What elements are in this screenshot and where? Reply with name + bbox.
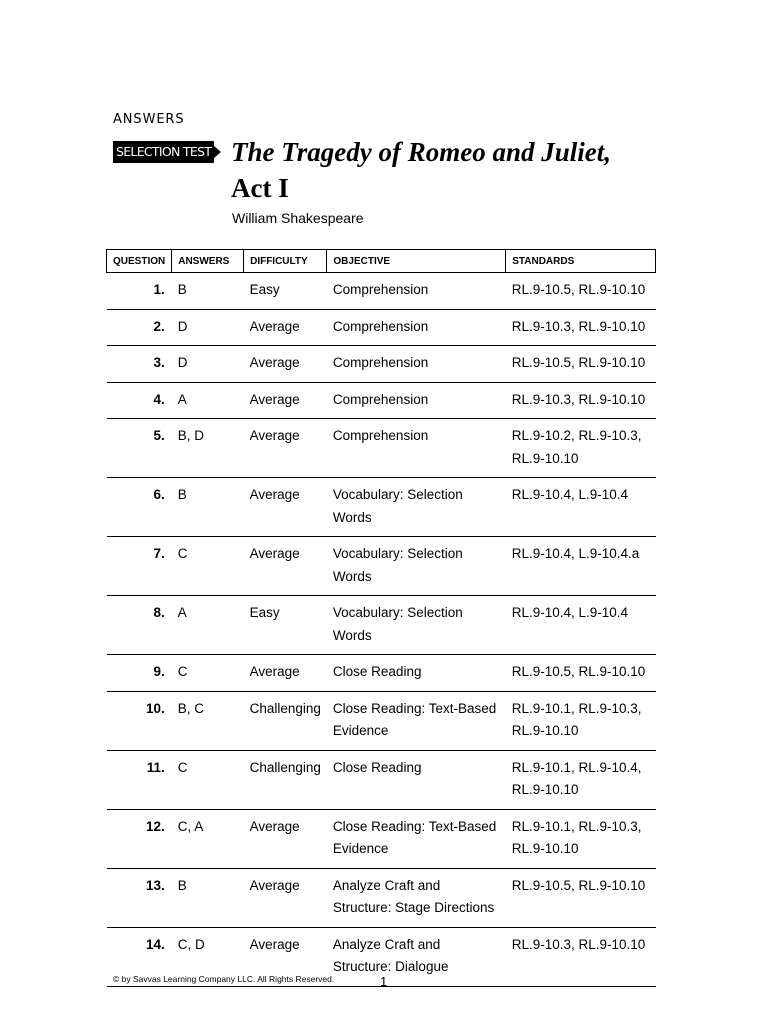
table-row — [107, 537, 656, 596]
answer-cell: B, D — [172, 419, 244, 478]
column-header-objective: OBJECTIVE — [327, 250, 506, 273]
objective-cell: Vocabulary: Selection Words — [327, 596, 506, 655]
table-row — [107, 273, 656, 310]
answer-cell: C — [172, 655, 244, 692]
answers-label: ANSWERS — [113, 112, 185, 127]
question-number: 9. — [107, 655, 172, 692]
page-title — [231, 134, 661, 206]
question-number: 4. — [107, 382, 172, 419]
standards-cell: RL.9-10.5, RL.9-10.10 — [506, 273, 656, 310]
column-header-difficulty: DIFFICULTY — [244, 250, 327, 273]
table-row — [107, 346, 656, 383]
difficulty-cell: Average — [244, 809, 327, 868]
difficulty-cell: Average — [244, 655, 327, 692]
answer-cell: A — [172, 382, 244, 419]
column-header-standards: STANDARDS — [506, 250, 656, 273]
difficulty-cell: Average — [244, 537, 327, 596]
answer-cell: C, D — [172, 927, 244, 986]
copyright-notice: © by Savvas Learning Company LLC. All Rights Reserved. — [113, 974, 335, 984]
column-header-answers: ANSWERS — [172, 250, 244, 273]
table-row — [107, 655, 656, 692]
standards-cell: RL.9-10.4, L.9-10.4 — [506, 596, 656, 655]
table-row — [107, 750, 656, 809]
difficulty-cell: Average — [244, 478, 327, 537]
table-row — [107, 478, 656, 537]
question-number: 12. — [107, 809, 172, 868]
question-number: 13. — [107, 868, 172, 927]
difficulty-cell: Average — [244, 419, 327, 478]
answer-cell: B — [172, 273, 244, 310]
difficulty-cell: Challenging — [244, 691, 327, 750]
difficulty-cell: Average — [244, 346, 327, 383]
standards-cell: RL.9-10.3, RL.9-10.10 — [506, 927, 656, 986]
standards-cell: RL.9-10.1, RL.9-10.3, RL.9-10.10 — [506, 809, 656, 868]
answer-cell: B, C — [172, 691, 244, 750]
table-body — [107, 273, 656, 987]
table-row — [107, 596, 656, 655]
answer-cell: C, A — [172, 809, 244, 868]
standards-cell: RL.9-10.1, RL.9-10.3, RL.9-10.10 — [506, 691, 656, 750]
difficulty-cell: Average — [244, 309, 327, 346]
standards-cell: RL.9-10.4, L.9-10.4 — [506, 478, 656, 537]
question-number: 14. — [107, 927, 172, 986]
title-line-2: Act I — [231, 173, 289, 203]
objective-cell: Close Reading — [327, 750, 506, 809]
column-header-question: QUESTION — [107, 250, 172, 273]
standards-cell: RL.9-10.3, RL.9-10.10 — [506, 382, 656, 419]
objective-cell: Comprehension — [327, 273, 506, 310]
question-number: 10. — [107, 691, 172, 750]
answer-cell: D — [172, 309, 244, 346]
table-row — [107, 809, 656, 868]
standards-cell: RL.9-10.5, RL.9-10.10 — [506, 346, 656, 383]
table-row — [107, 382, 656, 419]
difficulty-cell: Challenging — [244, 750, 327, 809]
table-row — [107, 868, 656, 927]
title-line-1: The Tragedy of Romeo and Juliet, — [231, 137, 611, 167]
page-number: 1 — [380, 974, 388, 989]
standards-cell: RL.9-10.1, RL.9-10.4, RL.9-10.10 — [506, 750, 656, 809]
badge-arrow-icon — [214, 146, 221, 158]
answer-cell: B — [172, 478, 244, 537]
objective-cell: Close Reading: Text-Based Evidence — [327, 809, 506, 868]
objective-cell: Close Reading: Text-Based Evidence — [327, 691, 506, 750]
author-name: William Shakespeare — [232, 210, 364, 226]
difficulty-cell: Average — [244, 382, 327, 419]
answer-cell: B — [172, 868, 244, 927]
difficulty-cell: Average — [244, 868, 327, 927]
table-header-row — [107, 250, 656, 273]
answer-cell: C — [172, 750, 244, 809]
objective-cell: Comprehension — [327, 419, 506, 478]
question-number: 11. — [107, 750, 172, 809]
difficulty-cell: Easy — [244, 596, 327, 655]
objective-cell: Analyze Craft and Structure: Stage Directions — [327, 868, 506, 927]
question-number: 5. — [107, 419, 172, 478]
question-number: 8. — [107, 596, 172, 655]
objective-cell: Close Reading — [327, 655, 506, 692]
answer-key-table — [106, 249, 656, 987]
question-number: 3. — [107, 346, 172, 383]
question-number: 6. — [107, 478, 172, 537]
objective-cell: Comprehension — [327, 382, 506, 419]
question-number: 7. — [107, 537, 172, 596]
standards-cell: RL.9-10.2, RL.9-10.3, RL.9-10.10 — [506, 419, 656, 478]
standards-cell: RL.9-10.3, RL.9-10.10 — [506, 309, 656, 346]
standards-cell: RL.9-10.4, L.9-10.4.a — [506, 537, 656, 596]
table-row — [107, 691, 656, 750]
objective-cell: Comprehension — [327, 309, 506, 346]
objective-cell: Vocabulary: Selection Words — [327, 537, 506, 596]
question-number: 2. — [107, 309, 172, 346]
standards-cell: RL.9-10.5, RL.9-10.10 — [506, 868, 656, 927]
badge-label: SELECTION TEST — [113, 141, 214, 163]
answer-cell: C — [172, 537, 244, 596]
objective-cell: Comprehension — [327, 346, 506, 383]
objective-cell: Analyze Craft and Structure: Dialogue — [327, 927, 506, 986]
objective-cell: Vocabulary: Selection Words — [327, 478, 506, 537]
answer-cell: D — [172, 346, 244, 383]
standards-cell: RL.9-10.5, RL.9-10.10 — [506, 655, 656, 692]
difficulty-cell: Easy — [244, 273, 327, 310]
difficulty-cell: Average — [244, 927, 327, 986]
table-row — [107, 419, 656, 478]
answer-cell: A — [172, 596, 244, 655]
selection-test-badge — [113, 141, 221, 163]
table-row — [107, 309, 656, 346]
question-number: 1. — [107, 273, 172, 310]
